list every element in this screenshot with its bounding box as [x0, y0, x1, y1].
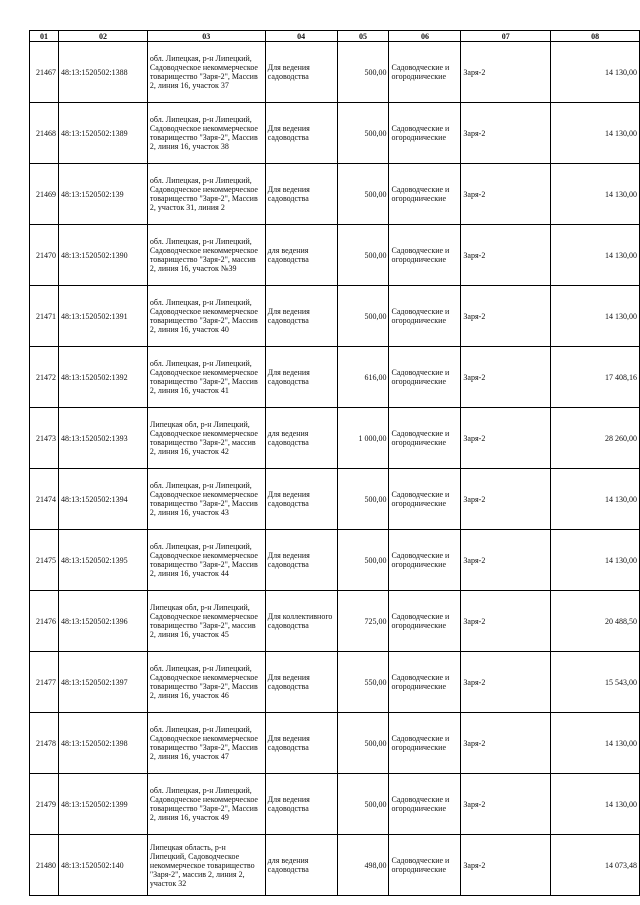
table-row: [30, 225, 640, 286]
cell-cadastral-value: 14 130,00: [551, 530, 640, 591]
cell-id: 21470: [30, 225, 59, 286]
cell-id: 21476: [30, 591, 59, 652]
table-row: [30, 713, 640, 774]
cell-permitted-use: Для ведения садоводства: [265, 164, 337, 225]
cell-permitted-use: для ведения садоводства: [265, 225, 337, 286]
cell-area: 500,00: [337, 286, 389, 347]
cell-address: обл. Липецкая, р-н Липецкий, Садоводческое некоммерческое товарищество "Заря-2", Массив 2, линия 16, участок 46: [147, 652, 265, 713]
cell-permitted-use: Для ведения садоводства: [265, 469, 337, 530]
cell-cadastral-number: 48:13:1520502:1396: [58, 591, 147, 652]
cell-cadastral-number: 48:13:1520502:1397: [58, 652, 147, 713]
cell-locality: Заря-2: [461, 591, 551, 652]
cell-cadastral-number: 48:13:1520502:1391: [58, 286, 147, 347]
cell-cadastral-number: 48:13:1520502:1392: [58, 347, 147, 408]
cell-cadastral-value: 14 130,00: [551, 225, 640, 286]
table-row: [30, 591, 640, 652]
cell-area: 500,00: [337, 225, 389, 286]
cell-locality: Заря-2: [461, 164, 551, 225]
cell-area: 616,00: [337, 347, 389, 408]
cell-cadastral-value: 14 073,48: [551, 835, 640, 896]
cell-locality: Заря-2: [461, 774, 551, 835]
cell-permitted-use: Для ведения садоводства: [265, 530, 337, 591]
header-row: [30, 31, 640, 42]
table-row: [30, 530, 640, 591]
cell-permitted-use: Для ведения садоводства: [265, 347, 337, 408]
cell-cadastral-number: 48:13:1520502:1390: [58, 225, 147, 286]
cell-area: 500,00: [337, 164, 389, 225]
cell-locality: Заря-2: [461, 530, 551, 591]
cell-locality: Заря-2: [461, 286, 551, 347]
cell-land-category: Садоводческие и огороднические: [389, 774, 461, 835]
cell-land-category: Садоводческие и огороднические: [389, 347, 461, 408]
cell-area: 500,00: [337, 774, 389, 835]
col-header-02: 02: [58, 31, 147, 42]
cell-land-category: Садоводческие и огороднические: [389, 835, 461, 896]
cell-permitted-use: Для ведения садоводства: [265, 774, 337, 835]
cell-cadastral-number: 48:13:1520502:1398: [58, 713, 147, 774]
cell-land-category: Садоводческие и огороднические: [389, 530, 461, 591]
cell-area: 550,00: [337, 652, 389, 713]
cell-id: 21474: [30, 469, 59, 530]
cell-cadastral-value: 14 130,00: [551, 774, 640, 835]
cell-address: обл. Липецкая, р-н Липецкий, Садоводческое некоммерческое товарищество "Заря-2", Массив 2, линия 16, участок 43: [147, 469, 265, 530]
cell-area: 500,00: [337, 42, 389, 103]
cell-permitted-use: для ведения садоводства: [265, 408, 337, 469]
cell-permitted-use: для ведения садоводства: [265, 835, 337, 896]
cell-permitted-use: Для ведения садоводства: [265, 103, 337, 164]
cell-land-category: Садоводческие и огороднические: [389, 469, 461, 530]
cell-locality: Заря-2: [461, 225, 551, 286]
cell-area: 500,00: [337, 469, 389, 530]
col-header-05: 05: [337, 31, 389, 42]
cell-cadastral-number: 48:13:1520502:1399: [58, 774, 147, 835]
cell-locality: Заря-2: [461, 713, 551, 774]
cell-locality: Заря-2: [461, 469, 551, 530]
cell-address: Липецкая обл, р-н Липецкий, Садоводческое некоммерческое товарищество "Заря-2", массив 2, линия 16, участок 42: [147, 408, 265, 469]
cell-land-category: Садоводческие и огороднические: [389, 652, 461, 713]
cell-locality: Заря-2: [461, 103, 551, 164]
cell-land-category: Садоводческие и огороднические: [389, 103, 461, 164]
table-row: [30, 652, 640, 713]
cell-locality: Заря-2: [461, 835, 551, 896]
cell-area: 725,00: [337, 591, 389, 652]
cell-id: 21472: [30, 347, 59, 408]
cell-cadastral-number: 48:13:1520502:140: [58, 835, 147, 896]
cell-cadastral-value: 14 130,00: [551, 713, 640, 774]
col-header-04: 04: [265, 31, 337, 42]
cell-area: 500,00: [337, 530, 389, 591]
cell-address: обл. Липецкая, р-н Липецкий, Садоводческое некоммерческое товарищество "Заря-2", Массив 2, участок 31, линия 2: [147, 164, 265, 225]
table-row: [30, 103, 640, 164]
cell-id: 21467: [30, 42, 59, 103]
cell-permitted-use: Для коллективного садоводства: [265, 591, 337, 652]
cell-id: 21477: [30, 652, 59, 713]
cell-address: обл. Липецкая, р-н Липецкий, Садоводческое некоммерческое товарищество "Заря-2", Массив 2, линия 16, участок 49: [147, 774, 265, 835]
cell-id: 21478: [30, 713, 59, 774]
cell-cadastral-number: 48:13:1520502:1388: [58, 42, 147, 103]
cell-address: обл. Липецкая, р-н Липецкий, Садоводческое некоммерческое товарищество "Заря-2", массив 2, линия 16, участок №39: [147, 225, 265, 286]
cell-locality: Заря-2: [461, 652, 551, 713]
cell-permitted-use: Для ведения садоводства: [265, 42, 337, 103]
cell-permitted-use: Для ведения садоводства: [265, 652, 337, 713]
table-row: [30, 408, 640, 469]
col-header-03: 03: [147, 31, 265, 42]
cell-address: обл. Липецкая, р-н Липецкий, Садоводческое некоммерческое товарищество "Заря-2", Массив 2, линия 16, участок 44: [147, 530, 265, 591]
cell-cadastral-value: 14 130,00: [551, 42, 640, 103]
cell-id: 21480: [30, 835, 59, 896]
table-row: [30, 347, 640, 408]
cell-cadastral-value: 28 260,00: [551, 408, 640, 469]
table-row: [30, 835, 640, 896]
cell-locality: Заря-2: [461, 42, 551, 103]
cell-area: 498,00: [337, 835, 389, 896]
cell-cadastral-number: 48:13:1520502:1389: [58, 103, 147, 164]
cell-cadastral-value: 14 130,00: [551, 164, 640, 225]
cell-cadastral-number: 48:13:1520502:1395: [58, 530, 147, 591]
cell-id: 21479: [30, 774, 59, 835]
cell-id: 21468: [30, 103, 59, 164]
cell-locality: Заря-2: [461, 408, 551, 469]
cell-cadastral-value: 15 543,00: [551, 652, 640, 713]
cell-land-category: Садоводческие и огороднические: [389, 42, 461, 103]
cell-cadastral-value: 14 130,00: [551, 286, 640, 347]
cell-land-category: Садоводческие и огороднические: [389, 591, 461, 652]
table-row: [30, 164, 640, 225]
cell-cadastral-value: 14 130,00: [551, 469, 640, 530]
cell-address: обл. Липецкая, р-н Липецкий, Садоводческое некоммерческое товарищество "Заря-2", Массив 2, линия 16, участок 40: [147, 286, 265, 347]
cell-address: обл. Липецкая, р-н Липецкий, Садоводческое некоммерческое товарищество "Заря-2", Массив 2, линия 16, участок 41: [147, 347, 265, 408]
table-row: [30, 774, 640, 835]
cell-area: 500,00: [337, 713, 389, 774]
cell-id: 21469: [30, 164, 59, 225]
table-row: [30, 286, 640, 347]
cell-address: обл. Липецкая, р-н Липецкий, Садоводческое некоммерческое товарищество "Заря-2", Массив 2, линия 16, участок 37: [147, 42, 265, 103]
col-header-08: 08: [551, 31, 640, 42]
cell-cadastral-number: 48:13:1520502:1393: [58, 408, 147, 469]
cell-land-category: Садоводческие и огороднические: [389, 225, 461, 286]
col-header-01: 01: [30, 31, 59, 42]
cell-area: 500,00: [337, 103, 389, 164]
table-row: [30, 42, 640, 103]
cell-permitted-use: Для ведения садоводства: [265, 286, 337, 347]
cell-cadastral-value: 14 130,00: [551, 103, 640, 164]
col-header-07: 07: [461, 31, 551, 42]
cell-cadastral-value: 17 408,16: [551, 347, 640, 408]
cell-address: Липецкая обл, р-н Липецкий, Садоводческое некоммерческое товарищество "Заря-2", массив 2, линия 16, участок 45: [147, 591, 265, 652]
cell-land-category: Садоводческие и огороднические: [389, 164, 461, 225]
cell-address: обл. Липецкая, р-н Липецкий, Садоводческое некоммерческое товарищество "Заря-2", Массив 2, линия 16, участок 38: [147, 103, 265, 164]
cell-locality: Заря-2: [461, 347, 551, 408]
col-header-06: 06: [389, 31, 461, 42]
cell-land-category: Садоводческие и огороднические: [389, 286, 461, 347]
table-row: [30, 469, 640, 530]
cell-area: 1 000,00: [337, 408, 389, 469]
cell-id: 21475: [30, 530, 59, 591]
cell-cadastral-value: 20 488,50: [551, 591, 640, 652]
cell-cadastral-number: 48:13:1520502:139: [58, 164, 147, 225]
cell-cadastral-number: 48:13:1520502:1394: [58, 469, 147, 530]
cell-permitted-use: Для ведения садоводства: [265, 713, 337, 774]
cell-address: обл. Липецкая, р-н Липецкий, Садоводческое некоммерческое товарищество "Заря-2", Массив 2, линия 16, участок 47: [147, 713, 265, 774]
cadastral-table: [29, 30, 640, 896]
cell-address: Липецкая область, р-н Липецкий, Садоводческое некоммерческое товарищество "Заря-2", массив 2, линия 2, участок 32: [147, 835, 265, 896]
cell-land-category: Садоводческие и огороднические: [389, 713, 461, 774]
cell-id: 21471: [30, 286, 59, 347]
cell-id: 21473: [30, 408, 59, 469]
cell-land-category: Садоводческие и огороднические: [389, 408, 461, 469]
